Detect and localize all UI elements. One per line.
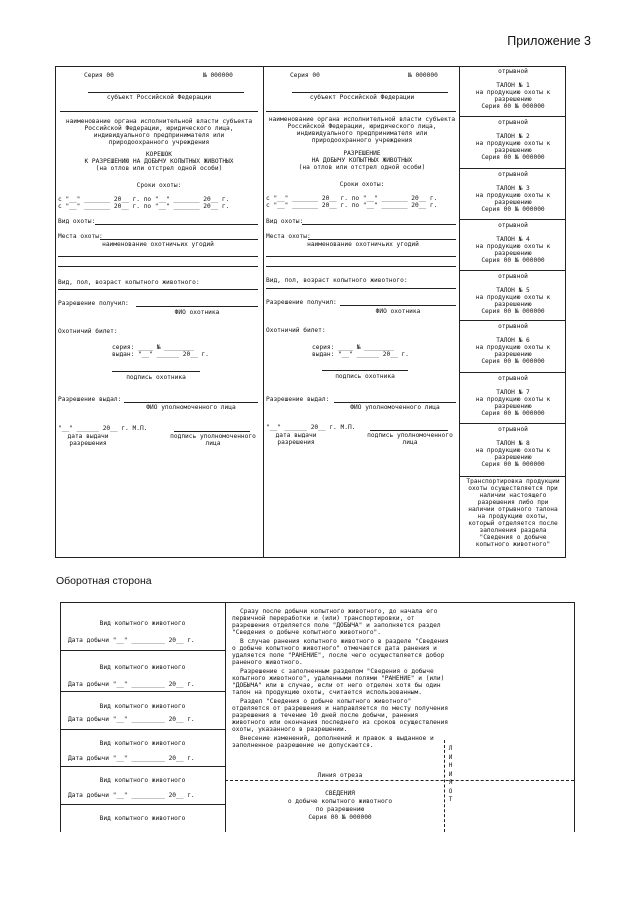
talon-7-title: ТАЛОН № 7 [496,389,530,396]
rev-animal-4: Вид копытного животного [99,740,186,747]
rev-date-5: Дата добычи "__" _________ 20__ г. [68,792,195,799]
instr-11: "ДОБЫЧА" или в случае, если от него отделен хотя бы один [232,682,441,689]
talon-6-line2: разрешению [494,351,532,358]
talon-7-serial: Серия 00 № 000000 [481,410,545,417]
talon-5-header: отрывной [498,273,528,280]
stub-issuer-2: Российской Федерации, юридического лица, [84,125,234,132]
permit-hunter-signature: подпись охотника [335,373,395,380]
permit-title: РАЗРЕШЕНИЕ [343,150,381,157]
permit-title-2: НА ДОБЫЧУ КОПЫТНЫХ ЖИВОТНЫХ [311,157,413,164]
instr-14: отделяется от разрешения и направляется по месту получения [232,705,449,712]
stub-hunting-license: Охотничий билет: [58,328,118,335]
instr-8: раненого животного. [232,659,303,666]
talon-3-line1: на продукцию охоты к [475,192,551,199]
permit-issuer-4: природоохранного учреждения [311,137,413,144]
rev-date-3: Дата добычи "__" _________ 20__ г. [68,716,195,723]
talon-3-line2: разрешению [494,199,532,206]
stub-issuer-4: природоохранного учреждения [108,139,210,146]
stub-issue-date-2: разрешения [69,440,107,447]
transport-note-10: копытного животного" [475,541,551,548]
stub-received-by: Разрешение получил: [58,300,129,307]
permit-number: № 000000 [408,72,438,79]
transport-note-1: Транспортировка продукции [466,478,560,485]
stub-license-series: серия: ____ № ________ [112,344,194,351]
info-line-1: о добыче копытного животного [287,798,393,805]
permit-period-2: с "__" _______ 20__ г. по "__" _______ 20__ г. [266,202,438,209]
talon-5-line1: на продукцию охоты к [475,294,551,301]
transport-note-6: на продукцию охоты, [477,513,549,520]
instr-5: В случае ранения копытного животного в разделе "Сведения [240,638,449,645]
rev-date-4: Дата добычи "__" _________ 20__ г. [68,755,195,762]
cut-line-label: Линия отреза [317,772,363,779]
instr-2: первичной переработки и (или) транспортировки, от [232,615,415,622]
permit-issuer-1: наименование органа исполнительной власти субъекта [268,116,456,123]
stub-title-note: (на отлов или отстрел одной особи) [95,165,223,172]
instr-19: заполненное разрешение не допускается. [232,742,374,749]
reverse-left-border [60,602,61,832]
instr-18: Внесение изменений, дополнений и правок в выданное и [240,735,434,742]
permit-title-note: (на отлов или отстрел одной особи) [298,164,426,171]
permit-issue-date-1: дата выдачи [275,432,317,439]
stub-official-sign-1: подпись уполномоченного [170,433,256,440]
permit-issued-by: Разрешение выдал: [266,396,330,403]
instr-12: талон на продукцию охоты, считается использованным. [232,689,422,696]
permit-license-series: серия: ____ № ________ [312,344,394,351]
talon-2-line2: разрешению [494,147,532,154]
stub-issue-date-1: дата выдачи [67,433,109,440]
talon-2-header: отрывной [498,119,528,126]
transport-note-3: наличии настоящего [479,492,547,499]
stub-date-stamp: "__" ______ 20__ г. М.П. [58,425,148,432]
permit-hunt-type: Вид охоты: [266,218,304,225]
talon-4-line1: на продукцию охоты к [475,243,551,250]
talon-4-header: отрывной [498,222,528,229]
permit-hunter-name-caption: ФИО охотника [375,308,421,315]
permit-received-by: Разрешение получил: [266,299,337,306]
permit-animal-info: Вид, пол, возраст копытного животного: [266,277,408,284]
talon-6-line1: на продукцию охоты к [475,344,551,351]
transport-note-4: разрешения либо при [477,499,549,506]
talon-6-title: ТАЛОН № 6 [496,337,530,344]
talon-6-serial: Серия 00 № 000000 [481,358,545,365]
stub-issuer-1: наименование органа исполнительной власти субъекта [65,118,253,125]
instr-7: удаляется поле "РАНЕНИЕ", после чего осуществляется добор [232,652,445,659]
talon-7-line2: разрешению [494,403,532,410]
transport-note [460,476,566,556]
stub-title: КОРЕШОК [145,151,173,158]
appendix-label: Приложение 3 [507,34,591,48]
rev-animal-3: Вид копытного животного [99,703,186,710]
talon-5-serial: Серия 00 № 000000 [481,308,545,315]
talon-1-serial: Серия 00 № 000000 [481,103,545,110]
instr-4: "Сведения о добыче копытного животного". [232,629,382,636]
cut-line-separator [225,780,574,781]
info-line-2: по разрешению [315,806,365,813]
stub-hunter-name-caption: ФИО охотника [174,309,220,316]
transport-note-5: наличии отрывного талона [468,506,558,513]
stub-hunter-signature: подпись охотника [126,374,186,381]
permit-official-sign-2: лица [402,439,418,446]
talon-5[interactable] [460,270,566,320]
transport-note-7: который отделяется после [468,520,558,527]
instr-1: Сразу после добычи копытного животного, до начала его [240,608,438,615]
instr-3: разрешения отделяется поле "ДОБЫЧА" и заполняется раздел [232,622,441,629]
stub-number: № 000000 [203,72,233,79]
talon-1-line2: разрешению [494,96,532,103]
stub-period-2: с "__" _______ 20__ г. по "__" _______ 20__ г. [58,203,230,210]
permit-period-1: с "__" _______ 20__ г. по "__" _______ 20__ г. [266,195,438,202]
permit-grounds-caption: наименование охотничьих угодий [307,241,419,248]
permit-issue-date-2: разрешения [277,439,315,446]
stub-title-2: К РАЗРЕШЕНИЮ НА ДОБЫЧУ КОПЫТНЫХ ЖИВОТНЫХ [84,158,234,165]
talon-1-header: отрывной [498,68,528,75]
instr-13: Раздел "Сведения о добыче копытного животного" [240,698,412,705]
talon-4-title: ТАЛОН № 4 [496,236,530,243]
talon-8-serial: Серия 00 № 000000 [481,461,545,468]
talon-3-title: ТАЛОН № 3 [496,185,530,192]
transport-note-8: заполнения раздела [479,527,547,534]
stub-license-issued: выдан: "__" ______ 20__ г. [112,351,209,358]
rev-date-1: Дата добычи "__" _________ 20__ г. [68,637,195,644]
talon-1-line1: на продукцию охоты к [475,89,551,96]
instr-16: животного или окончания последнего из сроков осуществления [232,719,449,726]
talon-8-title: ТАЛОН № 8 [496,440,530,447]
talon-8[interactable] [460,423,566,473]
talon-7-header: отрывной [498,375,528,382]
permit-date-stamp: "__" ______ 20__ г. М.П. [266,424,356,431]
rev-date-2: Дата добычи "__" _________ 20__ г. [68,681,195,688]
reverse-side-heading: Оборотная сторона [56,575,152,587]
instr-15: разрешения в течение 10 дней после добычи, ранения [232,712,419,719]
permit-hunt-places: Места охоты: [266,233,311,240]
permit-official-name: ФИО уполномоченного лица [350,404,440,411]
transport-note-9: "Сведения о добыче [479,534,547,541]
talon-1-title: ТАЛОН № 1 [496,82,530,89]
stub-serial: Серия 00 [84,72,114,79]
vertical-cut-label: Л И Н И Я О Т [448,745,453,803]
permit-serial: Серия 00 [290,72,320,79]
stub-official-sign-2: лица [205,440,221,447]
info-serial: Серия 00 № 000000 [308,814,372,821]
talon-6-header: отрывной [498,323,528,330]
reverse-mid-border [225,602,226,832]
reverse-right-border [574,602,575,832]
talon-2-title: ТАЛОН № 2 [496,133,530,140]
talon-7[interactable] [460,372,566,422]
permit-hunt-period: Сроки охоты: [339,181,385,188]
stub-issuer-3: индивидуального предпринимателя или [93,132,225,139]
transport-note-2: охоты осуществляется при [468,485,558,492]
cut-line-vertical [444,740,445,832]
talon-3[interactable] [460,168,566,218]
stub-grounds-caption: наименование охотничьих угодий [102,241,214,248]
stub-subject: субъект Российской Федерации [106,94,212,101]
rev-animal-5: Вид копытного животного [99,777,186,784]
talon-5-title: ТАЛОН № 5 [496,287,530,294]
talon-2[interactable] [460,116,566,166]
instr-9: Разрешение с заполненным разделом "Сведения о добыче [240,668,434,675]
rev-animal-1: Вид копытного животного [99,620,186,627]
info-title: СВЕДЕНИЯ [325,790,355,797]
talon-6[interactable] [460,320,566,370]
rev-animal-2: Вид копытного животного [99,664,186,671]
talon-4-serial: Серия 00 № 000000 [481,257,545,264]
rev-animal-6: Вид копытного животного [99,815,186,822]
talon-3-header: отрывной [498,171,528,178]
talon-2-line1: на продукцию охоты к [475,140,551,147]
talon-2-serial: Серия 00 № 000000 [481,154,545,161]
stub-animal-info: Вид, пол, возраст копытного животного: [58,279,200,286]
permit-official-sign-1: подпись уполномоченного [367,432,453,439]
stub-period-1: с "__" _______ 20__ г. по "__" _______ 20__ г. [58,196,230,203]
talon-7-line1: на продукцию охоты к [475,396,551,403]
permit-issuer-2: Российской Федерации, юридического лица, [287,123,437,130]
talon-5-line2: разрешению [494,301,532,308]
talon-3-serial: Серия 00 № 000000 [481,206,545,213]
talon-4-line2: разрешению [494,250,532,257]
talon-8-header: отрывной [498,426,528,433]
talon-4[interactable] [460,219,566,269]
instr-10: копытного животного", удаленными полями "РАНЕНИЕ" и (или) [232,675,445,682]
stub-official-name: ФИО уполномоченного лица [146,404,236,411]
instr-6: о добыче копытного животного" отмечается дата ранения и [232,645,437,652]
permit-issuer-3: индивидуального предпринимателя или [296,130,428,137]
stub-issued-by: Разрешение выдал: [58,396,122,403]
stub-hunt-places: Места охоты: [58,233,103,240]
instr-17: охоты, указанного в разрешении. [232,726,348,733]
permit-hunting-license: Охотничий билет: [266,327,326,334]
talon-1[interactable] [460,68,566,118]
talon-8-line1: на продукцию охоты к [475,447,551,454]
permit-subject: субъект Российской Федерации [309,94,415,101]
reverse-frame-top [60,602,574,603]
stub-hunt-type: Вид охоты: [58,218,96,225]
permit-license-issued: выдан: "__" ______ 20__ г. [312,351,409,358]
talon-8-line2: разрешению [494,454,532,461]
stub-hunt-period: Сроки охоты: [136,182,182,189]
